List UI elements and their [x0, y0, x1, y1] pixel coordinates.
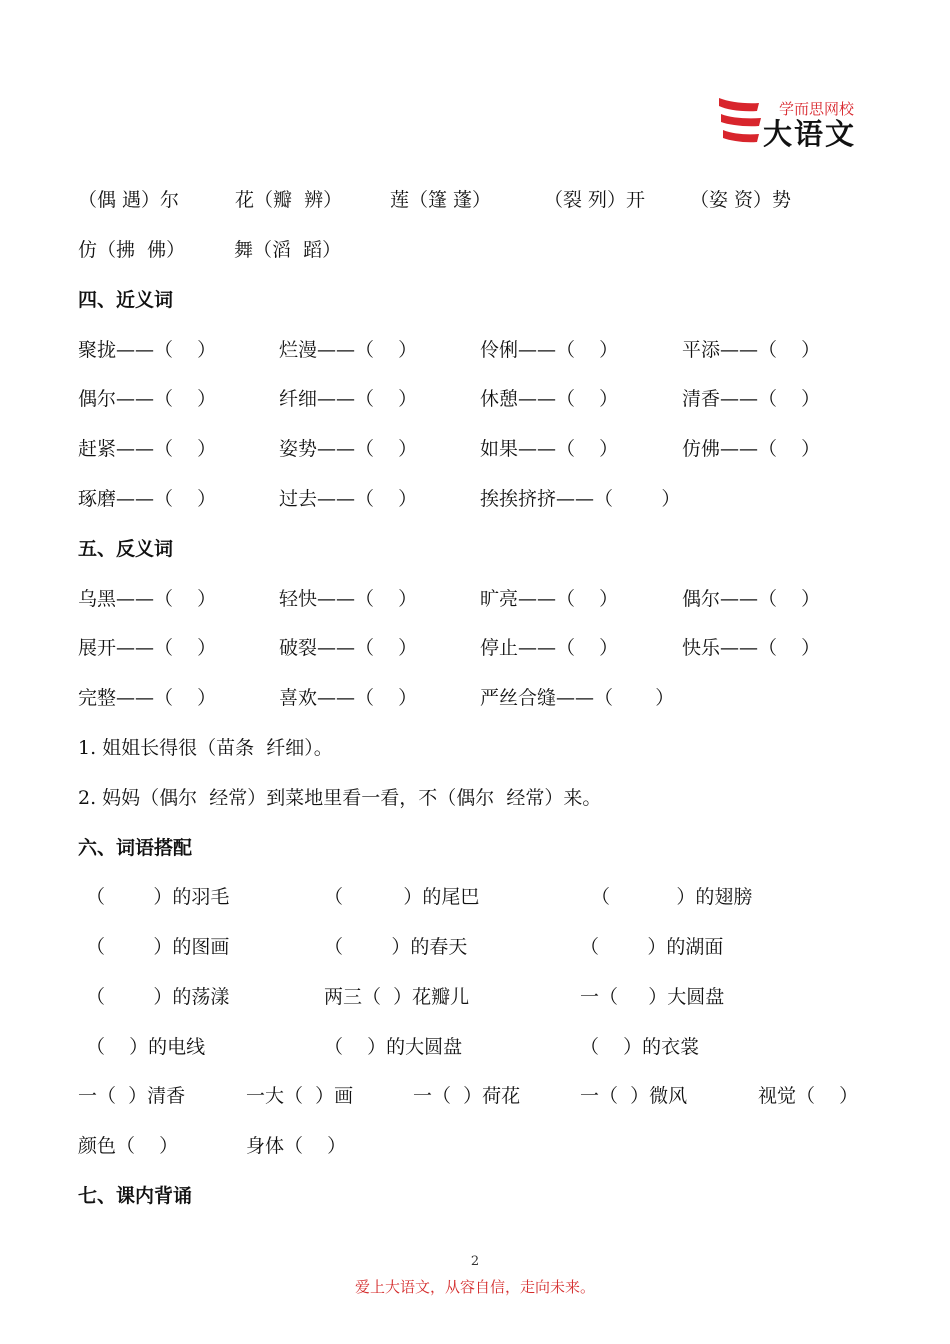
synonym-item: 琢磨——（ ） [78, 488, 217, 510]
synonym-item: 如果——（ ） [480, 438, 619, 460]
choose-item: （裂 列）开 [544, 189, 646, 211]
antonym-item: 展开——（ ） [78, 637, 217, 659]
synonym-item: 挨挨挤挤——（ ） [480, 488, 681, 510]
collocation-item: 一（ ）微风 [580, 1085, 688, 1107]
synonym-item: 偶尔——（ ） [78, 388, 217, 410]
logo-mark-icon [715, 94, 767, 148]
synonym-item: 清香——（ ） [682, 388, 821, 410]
synonym-item: 过去——（ ） [279, 488, 418, 510]
collocation-item: （ ）的尾巴 [324, 886, 480, 908]
footer-slogan: 爱上大语文，从容自信，走向未来。 [354, 1278, 595, 1296]
collocation-item: 一（ ）荷花 [413, 1085, 521, 1107]
synonym-item: 纤细——（ ） [279, 388, 418, 410]
section-heading-synonyms: 四、近义词 [78, 289, 174, 311]
collocation-item: （ ）的衣裳 [580, 1036, 700, 1058]
collocation-item: 一大（ ）画 [246, 1085, 354, 1107]
choose-item: 莲（篷 蓬） [390, 189, 492, 211]
collocation-item: （ ）的翅膀 [591, 886, 753, 908]
section-heading-antonyms: 五、反义词 [78, 538, 174, 560]
collocation-item: （ ）的春天 [324, 936, 468, 958]
page-number: 2 [470, 1254, 480, 1269]
synonym-item: 姿势——（ ） [279, 438, 418, 460]
collocation-item: 一（ ）大圆盘 [580, 986, 725, 1008]
collocation-item: 视觉（ ） [758, 1085, 859, 1107]
logo-top-text: 学而思网校 [779, 100, 855, 118]
section-heading-collocation: 六、词语搭配 [78, 837, 193, 859]
antonym-item: 快乐——（ ） [682, 637, 821, 659]
brand-logo [715, 92, 875, 152]
antonym-item: 完整——（ ） [78, 687, 217, 709]
antonym-item: 乌黑——（ ） [78, 588, 217, 610]
choose-item: 舞（滔 蹈） [234, 239, 342, 261]
choose-item: （姿 资）势 [690, 189, 792, 211]
antonym-item: 严丝合缝——（ ） [480, 687, 675, 709]
choose-item: 仿（拂 佛） [78, 239, 186, 261]
collocation-item: 身体（ ） [246, 1135, 347, 1157]
collocation-item: 两三（ ）花瓣儿 [324, 986, 470, 1008]
antonym-item: 偶尔——（ ） [682, 588, 821, 610]
choose-item: 花（瓣 辨） [235, 189, 343, 211]
synonym-item: 赶紧——（ ） [78, 438, 217, 460]
collocation-item: （ ）的电线 [86, 1036, 206, 1058]
synonym-item: 仿佛——（ ） [682, 438, 821, 460]
collocation-item: 一（ ）清香 [78, 1085, 186, 1107]
antonym-item: 轻快——（ ） [279, 588, 418, 610]
collocation-item: 颜色（ ） [78, 1135, 179, 1157]
synonym-item: 伶俐——（ ） [480, 339, 619, 361]
antonym-item: 旷亮——（ ） [480, 588, 619, 610]
logo-main-text: 大语文 [763, 117, 857, 151]
exercise-sentence: 1. 姐姐长得很（苗条 纤细）。 [78, 737, 333, 759]
synonym-item: 平添——（ ） [682, 339, 821, 361]
section-heading-recitation: 七、课内背诵 [78, 1185, 193, 1207]
synonym-item: 休憩——（ ） [480, 388, 619, 410]
choose-item: （偶 遇）尔 [78, 189, 180, 211]
collocation-item: （ ）的大圆盘 [324, 1036, 463, 1058]
collocation-item: （ ）的湖面 [580, 936, 724, 958]
antonym-item: 破裂——（ ） [279, 637, 418, 659]
antonym-item: 停止——（ ） [480, 637, 619, 659]
exercise-sentence: 2. 妈妈（偶尔 经常）到菜地里看一看，不（偶尔 经常）来。 [78, 787, 602, 809]
collocation-item: （ ）的羽毛 [86, 886, 230, 908]
synonym-item: 烂漫——（ ） [279, 339, 418, 361]
antonym-item: 喜欢——（ ） [279, 687, 418, 709]
collocation-item: （ ）的荡漾 [86, 986, 230, 1008]
synonym-item: 聚拢——（ ） [78, 339, 217, 361]
collocation-item: （ ）的图画 [86, 936, 230, 958]
